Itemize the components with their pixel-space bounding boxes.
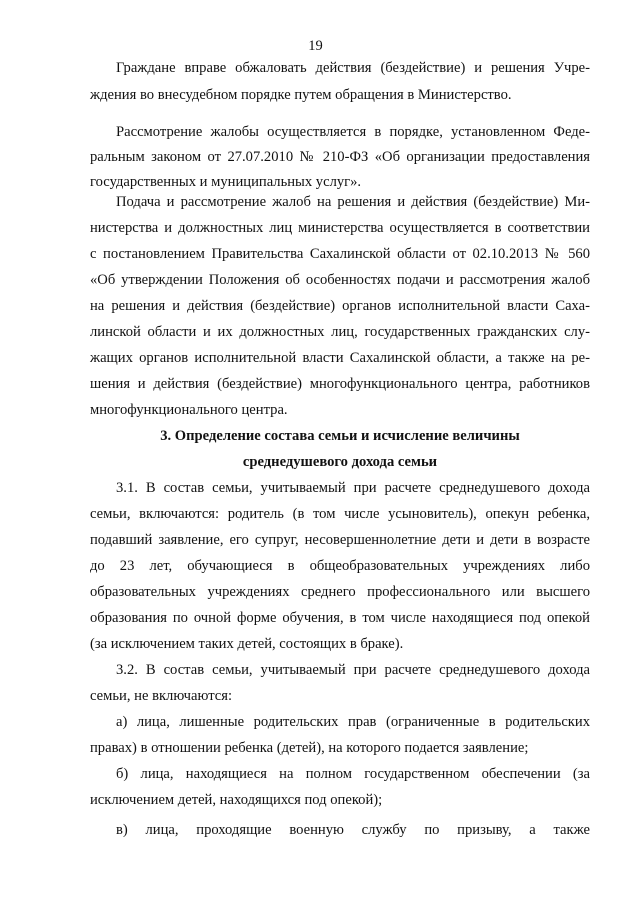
text-line: на решения и действия (бездействие) органов исполнительной власти Саха-	[90, 298, 590, 314]
text-line: 3.2. В состав семьи, учитываемый при расчете среднедушевого дохода	[116, 662, 590, 678]
text-line: образовательных учреждениях среднего профессионального или высшего	[90, 584, 590, 600]
text-line: с постановлением Правительства Сахалинской области от 02.10.2013 № 560	[90, 246, 590, 262]
text-line: 3.1. В состав семьи, учитываемый при расчете среднедушевого дохода	[116, 480, 590, 496]
text-line: правах) в отношении ребенка (детей), на которого подается заявление;	[90, 740, 529, 756]
text-line: исключением детей, находящихся под опекой);	[90, 792, 383, 808]
text-line: линской области и их должностных лиц, государственных гражданских слу-	[90, 324, 590, 340]
text-line: жащих органов исполнительной власти Сахалинской области, а также на ре-	[90, 350, 590, 366]
text-line: подавший заявление, его супруг, несовершеннолетние дети и дети в возрасте	[90, 532, 590, 548]
text-line: многофункционального центра.	[90, 402, 288, 418]
text-line: а) лица, лишенные родительских прав (ограниченные в родительских	[116, 714, 590, 730]
text-line: в) лица, проходящие военную службу по призыву, а также	[116, 822, 590, 838]
text-line: образования по очной форме обучения, в том числе находящиеся под опекой	[90, 610, 590, 626]
text-line: Подача и рассмотрение жалоб на решения и действия (бездействие) Ми-	[116, 194, 590, 210]
text-line: Граждане вправе обжаловать действия (бездействие) и решения Учре-	[116, 60, 590, 76]
text-line: шения и действия (бездействие) многофункционального центра, работников	[90, 376, 590, 392]
section-heading-line: 3. Определение состава семьи и исчисление величины	[160, 428, 520, 444]
text-line: «Об утверждении Положения об особенностях подачи и рассмотрения жалоб	[90, 272, 590, 288]
text-line: до 23 лет, обучающиеся в общеобразовательных учреждениях либо	[90, 558, 590, 574]
text-line: нистерства и должностных лиц министерства осуществляется в соответствии	[90, 220, 590, 236]
page-number: 19	[308, 38, 323, 54]
text-line: Рассмотрение жалобы осуществляется в порядке, установленном Феде-	[116, 124, 590, 140]
text-line: семьи, не включаются:	[90, 688, 233, 704]
section-heading-line: среднедушевого дохода семьи	[242, 454, 438, 470]
text-line: ральным законом от 27.07.2010 № 210-ФЗ «Об организации предоставления	[90, 149, 590, 165]
text-line: государственных и муниципальных услуг».	[90, 174, 362, 190]
text-line: ждения во внесудебном порядке путем обращения в Министерство.	[90, 87, 512, 103]
text-line: семьи, включаются: родитель (в том числе усыновитель), опекун ребенка,	[90, 506, 590, 522]
text-line: б) лица, находящиеся на полном государственном обеспечении (за	[116, 766, 590, 782]
text-line: (за исключением таких детей, состоящих в браке).	[90, 636, 404, 652]
